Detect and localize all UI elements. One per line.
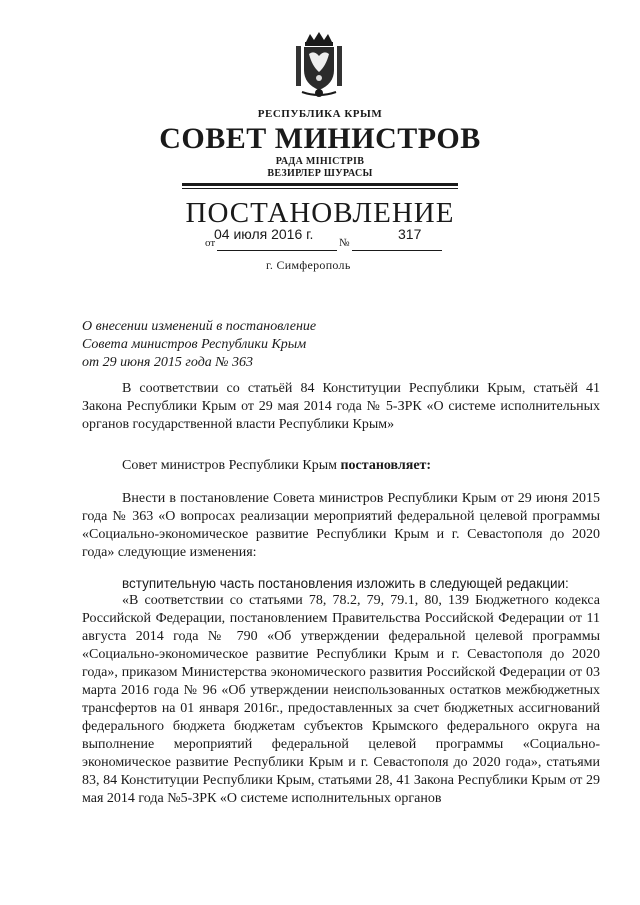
- council-title-crimean-tatar: ВЕЗИРЛЕР ШУРАСЫ: [267, 168, 373, 179]
- resolves-keyword: постановляет:: [340, 458, 432, 473]
- council-title: СОВЕТ МИНИСТРОВ: [159, 122, 481, 155]
- number-underline: [352, 250, 442, 251]
- resolves-prefix: Совет министров Республики Крым: [122, 458, 341, 473]
- republic-name: РЕСПУБЛИКА КРЫМ: [257, 108, 383, 120]
- subject-line: от 29 июня 2015 года № 363: [82, 355, 253, 370]
- coat-of-arms-emblem: [292, 30, 346, 98]
- body-paragraph-legal-basis: В соответствии со статьёй 84 Конституции Республики Крым, статьёй 41 Закона Республики Крым от 29 мая 2014 года № 5-ЗРК «О системе исполнительных органов государственной власти Республики Крым»: [82, 381, 600, 432]
- body-paragraph-instruction: вступительную часть постановления изложить в следующей редакции:: [122, 576, 569, 591]
- subject-line: О внесении изменений в постановление: [82, 319, 317, 334]
- document-subject: [82, 318, 402, 372]
- date-label: от: [205, 237, 216, 249]
- letterhead-divider-thin: [182, 188, 458, 189]
- council-title-ukrainian: РАДА МІНІСТРІВ: [275, 156, 365, 167]
- body-paragraph-amendment: Внести в постановление Совета министров Республики Крым от 29 июня 2015 года № 363 «О вопросах реализации мероприятий федеральной целевой программы «Социально-экономическое развитие Республики Крым и г. Севастополя до 2020 года» следующие изменения:: [82, 491, 600, 560]
- city-name: г. Симферополь: [266, 258, 351, 272]
- document-number: 317: [398, 226, 422, 242]
- date-underline: [217, 250, 337, 251]
- letterhead-divider-thick: [182, 183, 458, 186]
- body-paragraph-new-preamble: «В соответствии со статьями 78, 78.2, 79, 79.1, 80, 139 Бюджетного кодекса Российской Федерации, постановлением Правительства Российской Федерации от 11 августа 2014 года № 790 «Об утверждении федеральной целевой программы «Социально-экономическое развитие Республики Крым и г. Севастополя до 2020 года», приказом Министерства экономического развития Российской Федерации от 03 марта 2016 года № 96 «Об утверждении неиспользованных остатков межбюджетных трансфертов на 01 января 2016г., предоставленных за счет бюджетных ассигнований федерального бюджета бюджетам субъектов Крымского федерального округа на выполнение мероприятий федеральной целевой программы «Социально-экономическое развитие Республики Крым и г. Севастополя до 2020 года», статьями 83, 84 Конституции Республики Крым, статьями 28, 41 Закона Республики Крым от 29 мая 2014 года №5-ЗРК «О системе исполнительных органов: [82, 593, 600, 806]
- document-date: 04 июля 2016 г.: [214, 226, 314, 242]
- coat-of-arms-icon: [292, 30, 346, 98]
- number-label: №: [339, 237, 350, 249]
- subject-line: Совета министров Республики Крым: [82, 337, 307, 352]
- document-type-title: ПОСТАНОВЛЕНИЕ: [185, 197, 455, 229]
- body-paragraph-resolves: [82, 457, 600, 475]
